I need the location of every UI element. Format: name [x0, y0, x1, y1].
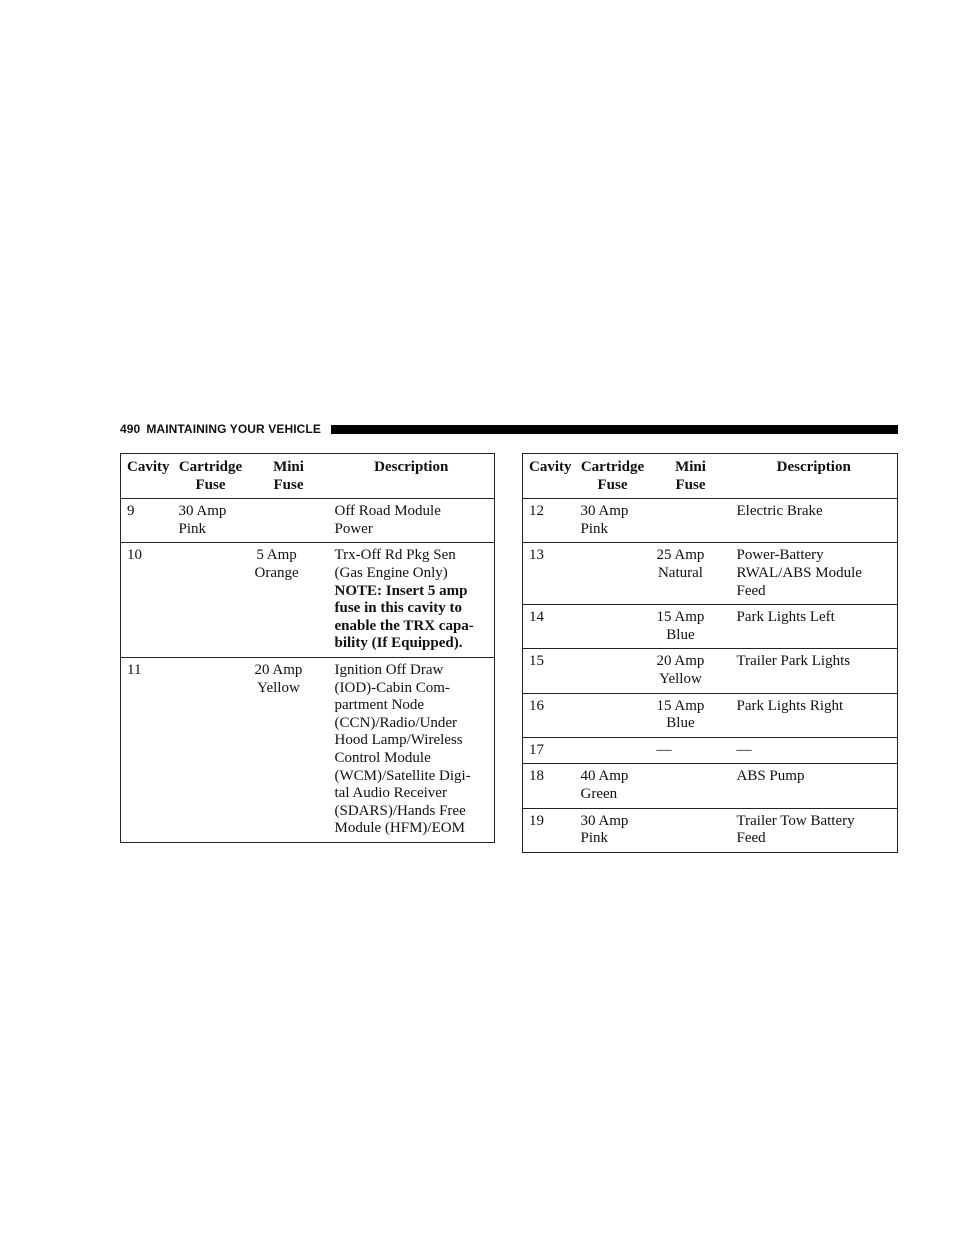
- column-header-mini-fuse: Mini Fuse: [249, 454, 329, 499]
- description-cell: Electric Brake: [731, 499, 898, 543]
- fuse-table-left-body: [121, 499, 495, 843]
- column-header-cartridge-fuse: Cartridge Fuse: [575, 454, 651, 499]
- cartridge-fuse-cell: 30 Amp Pink: [575, 499, 651, 543]
- description-cell: Power-Battery RWAL/ABS Module Feed: [731, 543, 898, 605]
- description-cell: ABS Pump: [731, 764, 898, 808]
- mini-fuse-cell: —: [651, 737, 731, 764]
- cavity-cell: 15: [523, 649, 575, 693]
- table-header-row: [121, 454, 495, 499]
- mini-fuse-cell: [651, 808, 731, 852]
- cavity-cell: 10: [121, 543, 173, 658]
- page-header: [120, 421, 898, 437]
- fuse-table-right: [522, 453, 898, 853]
- mini-fuse-cell: 20 Amp Yellow: [651, 649, 731, 693]
- description-cell: Park Lights Right: [731, 693, 898, 737]
- cartridge-fuse-cell: [575, 649, 651, 693]
- cavity-cell: 9: [121, 499, 173, 543]
- mini-fuse-cell: 20 Amp Yellow: [249, 657, 329, 842]
- cavity-cell: 13: [523, 543, 575, 605]
- header-rule: [331, 425, 898, 434]
- cartridge-fuse-cell: [575, 605, 651, 649]
- note-text: enable the TRX capa-: [334, 617, 474, 634]
- mini-fuse-cell: [651, 499, 731, 543]
- table-row: [121, 543, 495, 658]
- cartridge-fuse-cell: [575, 543, 651, 605]
- column-header-description: Description: [329, 454, 495, 499]
- table-row: [523, 764, 898, 808]
- column-header-cartridge-fuse: Cartridge Fuse: [173, 454, 249, 499]
- cavity-cell: 18: [523, 764, 575, 808]
- cavity-cell: 11: [121, 657, 173, 842]
- fuse-table-right-body: [523, 499, 898, 853]
- table-row: [523, 605, 898, 649]
- table-row: [121, 499, 495, 543]
- table-row: [121, 657, 495, 842]
- note-text: bility (If Equipped).: [334, 635, 463, 652]
- cartridge-fuse-cell: 30 Amp Pink: [173, 499, 249, 543]
- mini-fuse-cell: 15 Amp Blue: [651, 605, 731, 649]
- mini-fuse-cell: [249, 499, 329, 543]
- description-cell: Park Lights Left: [731, 605, 898, 649]
- column-header-cavity: Cavity: [523, 454, 575, 499]
- description-cell: Ignition Off Draw (IOD)-Cabin Com- partment Node (CCN)/Radio/Under Hood Lamp/Wireless Control Module (WCM)/Satellite Digi- tal Audio Receiver (SDARS)/Hands Free Module (HFM)/EOM: [329, 657, 495, 842]
- description-cell: Trailer Tow Battery Feed: [731, 808, 898, 852]
- cavity-cell: 19: [523, 808, 575, 852]
- column-header-description: Description: [731, 454, 898, 499]
- description-cell: Off Road Module Power: [329, 499, 495, 543]
- cartridge-fuse-cell: [173, 657, 249, 842]
- table-row: [523, 808, 898, 852]
- table-row: [523, 693, 898, 737]
- page-number: 490: [120, 422, 141, 436]
- mini-fuse-cell: [651, 764, 731, 808]
- column-header-mini-fuse: Mini Fuse: [651, 454, 731, 499]
- mini-fuse-cell: 25 Amp Natural: [651, 543, 731, 605]
- cartridge-fuse-cell: [575, 737, 651, 764]
- cavity-cell: 14: [523, 605, 575, 649]
- column-header-cavity: Cavity: [121, 454, 173, 499]
- table-row: [523, 543, 898, 605]
- cartridge-fuse-cell: 30 Amp Pink: [575, 808, 651, 852]
- note-text: NOTE: Insert 5 amp: [334, 582, 468, 599]
- table-header-row: [523, 454, 898, 499]
- cavity-cell: 12: [523, 499, 575, 543]
- section-title: MAINTAINING YOUR VEHICLE: [146, 422, 321, 436]
- table-row: [523, 737, 898, 764]
- table-row: [523, 649, 898, 693]
- cartridge-fuse-cell: [575, 693, 651, 737]
- cartridge-fuse-cell: [173, 543, 249, 658]
- fuse-table-left: [120, 453, 495, 843]
- description-cell: Trailer Park Lights: [731, 649, 898, 693]
- cavity-cell: 16: [523, 693, 575, 737]
- description-cell: —: [731, 737, 898, 764]
- mini-fuse-cell: 15 Amp Blue: [651, 693, 731, 737]
- cavity-cell: 17: [523, 737, 575, 764]
- table-row: [523, 499, 898, 543]
- description-cell: Trx-Off Rd Pkg Sen (Gas Engine Only) NOTE: Insert 5 amp fuse in this cavity to enable the TRX capa- bility (If Equipped).: [329, 543, 495, 658]
- cartridge-fuse-cell: 40 Amp Green: [575, 764, 651, 808]
- note-text: fuse in this cavity to: [334, 600, 462, 617]
- mini-fuse-cell: 5 Amp Orange: [249, 543, 329, 658]
